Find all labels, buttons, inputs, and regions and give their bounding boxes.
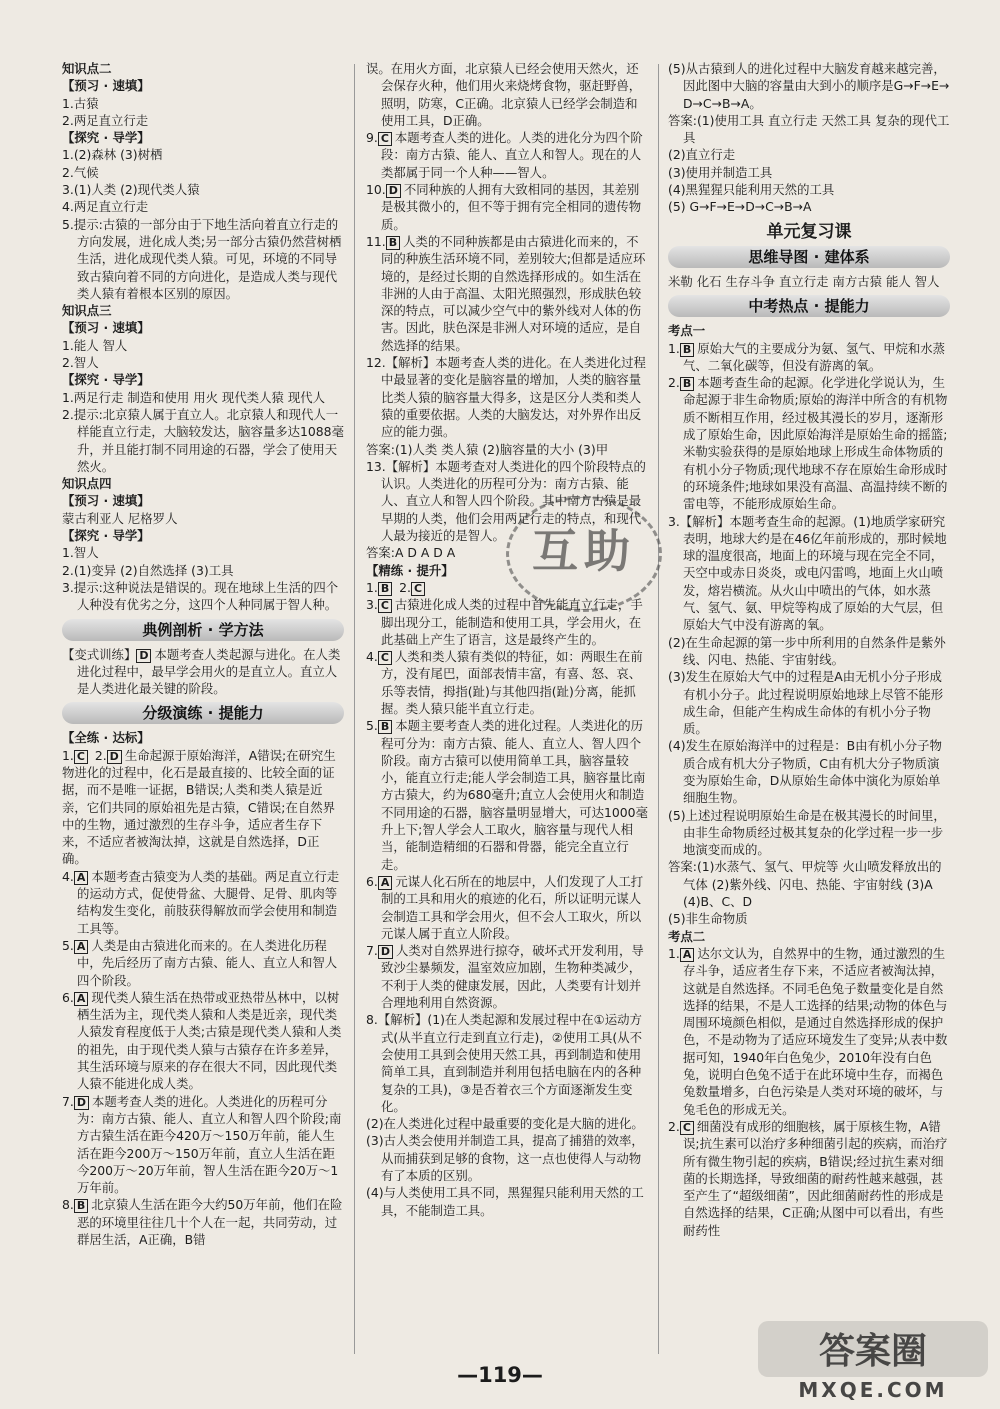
text-line — [62, 527, 344, 544]
line-text: 4.两足直立行走 — [62, 199, 149, 215]
text-line — [62, 302, 344, 319]
line-text: 5. — [366, 718, 378, 734]
site-logo — [758, 1321, 988, 1401]
watermark-stamp: 互助 — [506, 496, 662, 612]
line-text: 5.提示:古猿的一部分由于下地生活向着直立行走的方向发展，进化成人类;另一部分古猿仍然营树栖生活，进化成现代类人猿。可见，环境的不同导致古猿向着不同的方向进化，是造成人类与现代类人猿有着根本区别的原因。 — [62, 216, 342, 301]
text-line — [62, 337, 344, 354]
line-text: 本题主要考查人类的进化过程。人类进化的历程可分为：南方古猿、能人、直立人、智人四个阶段。南方古猿可以使用简单工具，脑容量较小，能直立行走;能人学会制造工具，脑容量比南方古猿大，约为680毫升;直立人会使用火和制造不同用途的石器，脑容量明显增大，可达1000毫升上下;智人学会人工取火，脑容量与现代人相当，能制造精细的石器和骨器，能完全直立行走。 — [381, 718, 648, 872]
line-text: 3. — [366, 597, 378, 613]
line-text: 2.(1)变异 (2)自然选择 (3)工具 — [62, 562, 234, 578]
line-text: 7. — [366, 943, 378, 959]
text-line — [62, 129, 344, 146]
column-right — [668, 60, 950, 1239]
line-text: 1.两足行走 制造和使用 用火 现代类人猿 现代人 — [62, 389, 325, 405]
line-text: 【预习 · 速填】 — [62, 78, 150, 94]
line-text: 1.能人 智人 — [62, 337, 128, 353]
text-line — [668, 374, 950, 512]
answer-box: B — [74, 1199, 88, 1213]
answer-box: C — [378, 132, 392, 146]
section-banner: 分级演练 · 提能力 — [62, 702, 344, 724]
line-text: 2. — [668, 1118, 680, 1134]
text-line — [668, 322, 950, 339]
text-line — [62, 544, 344, 561]
text-line — [668, 273, 950, 290]
line-text: 人类和类人猿有类似的特征，如：两眼生在前方，没有尾巴，面部表情丰富，有喜、怒、哀、乐等表情，拇指(趾)与其他四指(趾)分离，能抓握。类人猿只能半直立行走。 — [381, 649, 643, 716]
text-line — [366, 873, 648, 942]
line-text: 1. — [668, 945, 680, 961]
line-text: 3.【解析】本题考查生命的起源。(1)地质学家研究表明，地球大约是在46亿年前形成的，那时候地球的温度很高，地面上的环境与现在完全不同，天空中或赤日炎炎，或电闪雷鸣，地面上火山喷发，熔岩横流。从火山中喷出的气体，如水蒸气、氢气、氨、甲烷等构成了原始的大气层，但原始大气中没有游离的氧。 — [668, 513, 947, 633]
text-line — [668, 164, 950, 181]
text-line — [668, 513, 950, 634]
logo-text: 答案圈 — [818, 1331, 928, 1372]
text-line — [62, 77, 344, 94]
text-line — [366, 1011, 648, 1115]
line-text: 答案:(1)使用工具 直立行走 天然工具 复杂的现代工具 — [668, 112, 950, 146]
answer-box: C — [378, 651, 392, 665]
section-banner: 典例剖析 · 学方法 — [62, 619, 344, 641]
line-text: 知识点四 — [62, 476, 112, 492]
text-line — [366, 1184, 648, 1219]
line-text: 米勒 化石 生存斗争 直立行走 南方古猿 能人 智人 — [668, 273, 940, 289]
text-line — [668, 737, 950, 806]
text-line — [62, 475, 344, 492]
answer-box: A — [378, 876, 393, 890]
answer-box: C — [680, 1121, 694, 1135]
text-line — [366, 129, 648, 181]
line-text: (3)发生在原始大气中的过程是A由无机小分子形成有机小分子。此过程说明原始地球上尽管不能形成生命，但能产生构成生命体的有机小分子物质。 — [668, 669, 944, 737]
text-line — [62, 164, 344, 181]
line-text: 12.【解析】本题考查人类的进化。在人类进化过程中最显著的变化是脑容量的增加，人类的脑容量比类人猿的脑容量大得多，这是区分人类和类人猿的重要依据。人类的大脑发达，对外界作出反应的能力强。 — [366, 355, 646, 440]
line-text: 人类是由古猿进化而来的。在人类进化历程中，先后经历了南方古猿、能人、直立人和智人四个阶段。 — [77, 937, 338, 988]
line-text: 误。在用火方面，北京猿人已经会使用天然火，还会保存火种，他们用火来烧烤食物，驱赶野兽，照明，防寒，C正确。北京猿人已经学会制造和使用工具，D正确。 — [366, 61, 642, 128]
line-text: 本题考查人类的进化。人类进化的历程可分为：南方古猿、能人、直立人和智人四个阶段;南方古猿生活在距今420万～150万年前，能人生活在距今200万～150万年前，直立人生活在距今200万～20万年前，智人生活在距今20万～1万年前。 — [77, 1093, 342, 1196]
text-line — [668, 807, 950, 859]
text-line — [62, 989, 344, 1093]
text-line — [366, 181, 648, 233]
text-line — [668, 928, 950, 945]
text-line — [62, 937, 344, 989]
line-text: 不同种族的人拥有大致相同的基因，其差别是极其微小的，但不等于拥有完全相同的遗传物质。 — [381, 182, 642, 232]
line-text: (2)在人类进化过程中最重要的变化是大脑的进化。 — [366, 1116, 644, 1132]
text-line — [62, 510, 344, 527]
text-line — [366, 1115, 648, 1132]
line-text: (3)古人类会使用并制造工具，提高了捕猎的效率，从而捕获到足够的食物，这一点也使得人与动物有了本质的区别。 — [366, 1133, 644, 1183]
text-line — [62, 1196, 344, 1248]
line-text: 2. — [90, 747, 107, 763]
text-line — [366, 441, 648, 458]
section-banner: 思维导图 · 建体系 — [668, 246, 950, 268]
text-line — [62, 354, 344, 371]
text-line — [62, 371, 344, 388]
line-text: 1. — [62, 747, 74, 763]
line-text: 现代类人猿生活在热带或亚热带丛林中，以树栖生活为主，现代类人猿和人类是近亲，现代类人猿发育程度低于人类;古猿是现代类人猿和人类的祖先，由于现代类人猿与古猿存在许多差异，其生活环境与原来的存在很大不同，因此现代类人猿不能进化成人类。 — [77, 989, 342, 1092]
line-text: 知识点三 — [62, 303, 112, 319]
line-text: 本题考查生命的起源。化学进化学说认为，生命起源于非生命物质;原始的海洋中所含的有机物质不断相互作用，经过极其漫长的岁月，逐渐形成了原始生命，因此原始海洋是原始生命的摇篮;米勒实验获得的是原始地球上形成生命体物质的有机小分子物质;现代地球不存在原始生命形成时的环境条件;地球如果没有高温、高温持续不断的雷电等，不能形成原始生命。 — [683, 375, 948, 512]
answer-box: B — [680, 343, 694, 357]
text-line — [62, 492, 344, 509]
column-divider — [354, 64, 355, 1354]
section-title: 单元复习课 — [766, 221, 852, 242]
line-text: 9. — [366, 130, 378, 146]
text-line — [668, 910, 950, 927]
text-line — [62, 198, 344, 215]
text-line — [62, 216, 344, 302]
text-line — [668, 340, 950, 375]
answer-box: D — [107, 750, 122, 764]
line-text: 1.(2)森林 (3)树栖 — [62, 147, 163, 163]
line-text: 知识点二 — [62, 61, 112, 76]
text-line — [668, 1118, 950, 1239]
line-text: 2.提示:北京猿人属于直立人。北京猿人和现代人一样能直立行走，大脑较发达，脑容量多达1088毫升，并且能打制不同用途的石器，学会了使用天然火。 — [62, 406, 344, 474]
text-line — [366, 1132, 648, 1184]
text-line — [62, 646, 344, 698]
line-text: (4)黑猩猩只能利用天然的工具 — [668, 182, 835, 198]
line-text: 达尔文认为，自然界中的生物，通过激烈的生存斗争，适应者生存下来，不适应者被淘汰掉，这就是自然选择。不同毛色兔子数量变化是自然选择的结果，不是人工选择的结果;动物的体色与周围环境颜色相似，是通过自然选择形成的保护色，不是动物为了适应环境发生了变异;从表中数据可知，1940年白色兔少，2010年没有白色兔，说明白色兔不适于在此环境中生存，而褐色兔数量增多，白色污染是人类对环境的破坏，与兔毛色的形成无关。 — [683, 945, 948, 1117]
line-text: (3)使用并制造工具 — [668, 164, 773, 180]
line-text: 原始大气的主要成分为氨、氢气、甲烷和水蒸气、二氧化碳等，但没有游离的氧。 — [683, 340, 946, 373]
line-text: 8. — [62, 1197, 74, 1213]
line-text: 2.智人 — [62, 355, 99, 371]
answer-box: B — [386, 236, 400, 250]
line-text: 细菌没有成形的细胞核，属于原核生物，A错误;抗生素可以治疗多种细菌引起的疾病，而治疗所有微生物引起的疾病，B错误;经过抗生素对细菌的长期选择，导致细菌的耐药性越来越强，甚至产生了“超级细菌”，因此细菌耐药性的形成是自然选择的结果，C正确;从图中可以看出，有些耐药性 — [683, 1118, 948, 1238]
section-banner: 中考热点 · 提能力 — [668, 295, 950, 317]
text-line — [62, 406, 344, 475]
answer-box: A — [74, 940, 89, 954]
line-text: 本题考查古猿变为人类的基础。两足直立行走的运动方式，促使骨盆、大腿骨、足骨、肌肉等结构发生变化，前肢获得解放而学会使用和制造工具等。 — [77, 868, 340, 936]
answer-box: B — [378, 582, 392, 596]
answer-box: D — [136, 649, 151, 663]
line-text: 7. — [62, 1093, 74, 1109]
line-text: 答案:(1)人类 类人猿 (2)脑容量的大小 (3)甲 — [366, 441, 609, 457]
line-text: 本题考查人类起源与进化。在人类进化过程中，最早学会用火的是直立人。直立人是人类进化最关键的阶段。 — [77, 646, 341, 697]
text-line — [62, 1093, 344, 1197]
text-line — [62, 181, 344, 198]
text-line — [62, 112, 344, 129]
answer-box: A — [74, 992, 89, 1006]
text-line — [668, 668, 950, 737]
line-text: 3.(1)人类 (2)现代类人猿 — [62, 182, 200, 198]
line-text: 1. — [366, 579, 378, 595]
text-line — [668, 198, 950, 215]
line-text: (2)在生命起源的第一步中所利用的自然条件是紫外线、闪电、热能、宇宙射线。 — [668, 634, 946, 667]
line-text: 1. — [668, 340, 680, 356]
text-line — [366, 354, 648, 440]
line-text: 元谋人化石所在的地层中，人们发现了人工打制的工具和用火的痕迹的化石，所以证明元谋人会制造工具和学会用火，但不会人工取火，所以元谋人属于直立人阶段。 — [381, 873, 644, 941]
logo-url: MXQE.COM — [798, 1378, 948, 1401]
line-text: 【探究 · 导学】 — [62, 372, 150, 388]
line-text: 【探究 · 导学】 — [62, 130, 150, 146]
text-line — [366, 233, 648, 354]
line-text: 【预习 · 速填】 — [62, 320, 150, 336]
text-line — [668, 945, 950, 1118]
line-text: 8.【解析】(1)在人类起源和发展过程中在①运动方式(从半直立行走到直立行走)，②使用工具(从不会使用工具到会使用天然工具，再到制造和使用简单工具，直到制造并利用包括电脑在内的各种复杂的工具)，③是否着衣三个方面逐渐发生变化。 — [366, 1012, 643, 1114]
answer-box: B — [378, 720, 392, 734]
column-divider — [658, 64, 659, 1354]
answer-box: B — [680, 377, 694, 391]
line-text: 古猿进化成人类的过程中首先能直立行走，手脚出现分工，能制造和使用工具，学会用火，在此基础上产生了语言，这是最终产生的。 — [381, 597, 643, 647]
line-text: 1.智人 — [62, 545, 99, 561]
text-line — [366, 942, 648, 1011]
line-text: 2. — [668, 375, 680, 391]
line-text: 6. — [366, 873, 378, 889]
line-text: 2.气候 — [62, 164, 99, 180]
column-middle — [366, 60, 648, 1219]
line-text: 【全练 · 达标】 — [62, 730, 150, 746]
line-text: 本题考查人类的进化。人类的进化分为四个阶段：南方古猿、能人、直立人和智人。现在的人类都属于同一个人种——智人。 — [381, 130, 643, 180]
answer-box: D — [378, 945, 393, 959]
line-text: 北京猿人生活在距今大约50万年前，他们在险恶的环境里往往几十个人在一起，共同劳动，过群居生活，A正确，B错 — [77, 1197, 343, 1247]
line-text: 生命起源于原始海洋，A错误;在研究生物进化的过程中，化石是最直接的、比较全面的证据，而不是唯一证据，B错误;人类和类人猿是近亲，它们共同的原始祖先是古猿，C错误;在自然界中的生物，通过激烈的生存斗争，适应者生存下来，不适应者被淘汰掉，这就是自然选择，D正确。 — [62, 747, 336, 867]
line-text: 6. — [62, 989, 74, 1005]
text-line — [62, 60, 344, 77]
answer-box: A — [680, 948, 695, 962]
text-line — [668, 634, 950, 669]
text-line — [668, 112, 950, 147]
text-line — [668, 181, 950, 198]
answer-box: D — [74, 1096, 89, 1110]
line-text: 【变式训练】 — [62, 646, 137, 662]
line-text: (5)从古猿到人的进化过程中大脑发育越来越完善，因此图中大脑的容量由大到小的顺序是G→F→E→D→C→B→A。 — [668, 61, 950, 111]
line-text: 3.提示:这种说法是错误的。现在地球上生活的四个人种没有优劣之分，这四个人种同属于智人种。 — [62, 579, 339, 613]
line-text: (4)发生在原始海洋中的过程是：B由有机小分子物质合成有机大分子物质，C由有机大分子物质演变为原始生命，D从原始生命体中演化为原始单细胞生物。 — [668, 738, 942, 806]
line-text: 10. — [366, 182, 386, 198]
answer-box: A — [74, 871, 89, 885]
text-line — [62, 319, 344, 336]
line-text: 答案:A D A D A — [366, 545, 456, 561]
line-text: 【精练 · 提升】 — [366, 562, 454, 578]
line-text: 人类对自然界进行掠夺，破坏式开发利用，导致沙尘暴频发，温室效应加剧，生物种类减少，不利于人类的健康发展，因此，人类要有计划并合理地利用自然资源。 — [381, 943, 644, 1011]
line-text: (5)上述过程说明原始生命是在极其漫长的时间里，由非生命物质经过极其复杂的化学过程一步一步地演变而成的。 — [668, 807, 946, 858]
line-text: 1.古猿 — [62, 95, 99, 111]
text-line — [62, 562, 344, 579]
text-line — [62, 146, 344, 163]
text-line — [62, 747, 344, 868]
answer-box: C — [74, 750, 88, 764]
line-text: 答案:(1)水蒸气、氢气、甲烷等 火山喷发释放出的气体 (2)紫外线、闪电、热能、宇宙射线 (3)A (4)B、C、D — [668, 859, 942, 910]
line-text: (5) G→F→E→D→C→B→A — [668, 199, 812, 215]
line-text: 11. — [366, 233, 386, 249]
line-text: 5. — [62, 937, 74, 953]
line-text: 4. — [366, 649, 378, 665]
line-text: 2. — [395, 579, 411, 595]
text-line — [366, 60, 648, 129]
line-text: 考点二 — [668, 928, 706, 944]
line-text: (2)直立行走 — [668, 147, 736, 163]
line-text: 【探究 · 导学】 — [62, 528, 150, 544]
text-line — [62, 389, 344, 406]
line-text: 13.【解析】本题考查对人类进化的四个阶段特点的认识。人类进化的历程可分为：南方古猿、能人、直立人和智人四个阶段。其中南方古猿是最早期的人类，他们会用两足行走的特点，和现代人最为接近的是智人。 — [366, 458, 646, 544]
line-text: 蒙古利亚人 尼格罗人 — [62, 510, 178, 526]
line-text: 2.两足直立行走 — [62, 112, 149, 128]
text-line — [668, 60, 950, 112]
text-line — [62, 95, 344, 112]
text-line — [366, 717, 648, 873]
answer-box: C — [411, 582, 425, 596]
text-line — [62, 579, 344, 614]
column-left — [62, 60, 344, 1248]
answer-box: C — [378, 599, 392, 613]
line-text: (4)与人类使用工具不同，黑猩猩只能利用天然的工具，不能制造工具。 — [366, 1185, 644, 1218]
text-line — [668, 146, 950, 163]
text-line — [62, 868, 344, 937]
line-text: 考点一 — [668, 323, 706, 339]
line-text: 人类的不同种族都是由古猿进化而来的，不同的种族生活环境不同，差别较大;但都是适应环境的，是经过长期的自然选择形成的。如生活在非洲的人由于高温、太阳光照强烈，形成肤色较深的特点，可以减少空气中的紫外线对人体的伤害。因此，肤色深是非洲人对环境的适应，是自然选择的结果。 — [381, 233, 646, 353]
page-number: —119— — [457, 1363, 543, 1387]
text-line — [668, 858, 950, 910]
line-text: (5)非生命物质 — [668, 911, 748, 927]
answer-box: D — [386, 184, 401, 198]
line-text: 【预习 · 速填】 — [62, 493, 150, 509]
text-line — [366, 648, 648, 717]
text-line — [62, 729, 344, 746]
line-text: 4. — [62, 868, 74, 884]
